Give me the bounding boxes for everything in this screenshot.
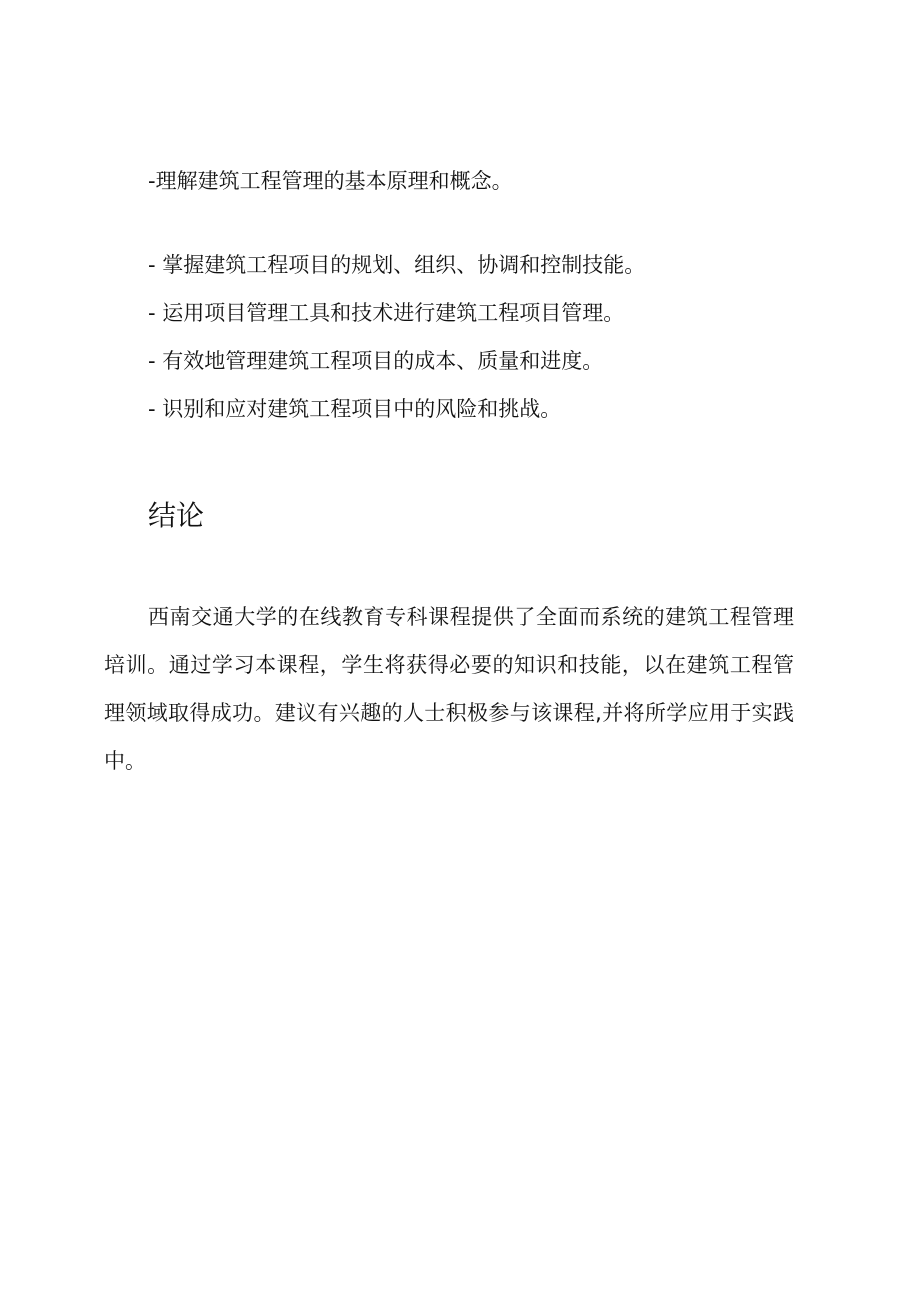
objective-item: - 掌握建筑工程项目的规划、组织、协调和控制技能。 <box>148 253 646 277</box>
objective-item: - 识别和应对建筑工程项目中的风险和挑战。 <box>148 397 562 421</box>
objective-item: - 有效地管理建筑工程项目的成本、质量和进度。 <box>148 349 604 373</box>
objective-intro: -理解建筑工程管理的基本原理和概念。 <box>148 169 513 193</box>
objective-item: - 运用项目管理工具和技术进行建筑工程项目管理。 <box>148 301 625 325</box>
conclusion-paragraph: 西南交通大学的在线教育专科课程提供了全面而系统的建筑工程管理培训。通过学习本课程，学生将获得必要的知识和技能，以在建筑工程管理领域取得成功。建议有兴趣的人士积极参与该课程,并将所学应用于实践中。 <box>104 605 794 773</box>
conclusion-heading: 结论 <box>148 499 205 532</box>
